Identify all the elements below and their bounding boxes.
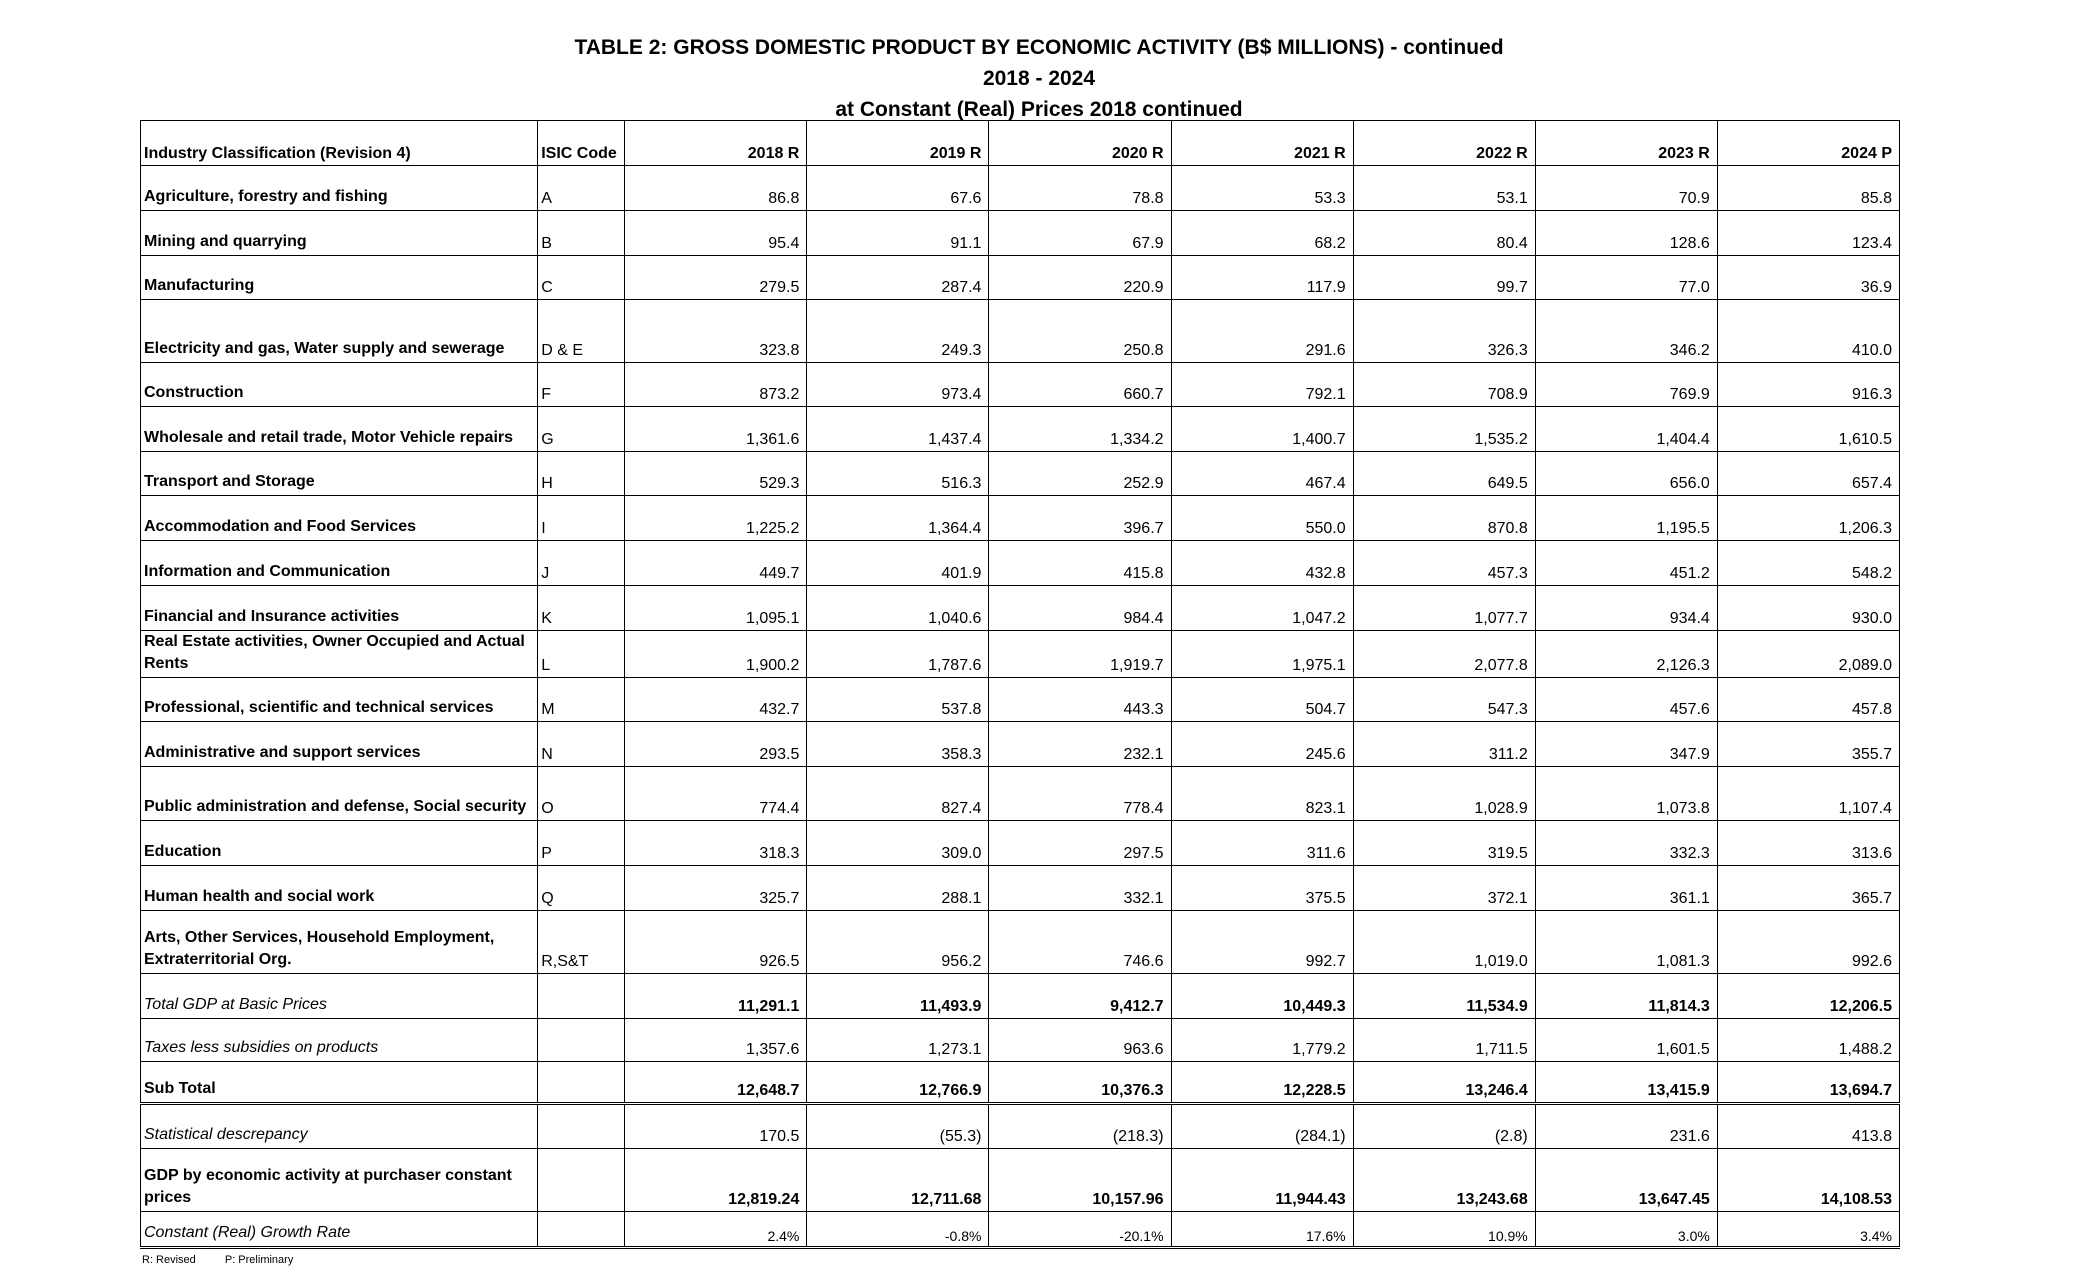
value-cell: 973.4 xyxy=(807,363,989,407)
isic-code: O xyxy=(538,767,625,821)
value-cell: 548.2 xyxy=(1717,541,1899,586)
value-cell: 1,975.1 xyxy=(1171,631,1353,678)
isic-code: R,S&T xyxy=(538,911,625,974)
value-cell: 1,535.2 xyxy=(1353,407,1535,452)
isic-code: I xyxy=(538,496,625,541)
value-cell: 873.2 xyxy=(625,363,807,407)
row-label: Constant (Real) Growth Rate xyxy=(141,1212,538,1248)
value-cell: 326.3 xyxy=(1353,300,1535,363)
value-cell: 415.8 xyxy=(989,541,1171,586)
value-cell: 930.0 xyxy=(1717,586,1899,631)
value-cell: 12,819.24 xyxy=(625,1149,807,1212)
value-cell: 992.6 xyxy=(1717,911,1899,974)
header-year: 2019 R xyxy=(807,121,989,166)
value-cell: 332.1 xyxy=(989,866,1171,911)
value-cell: 401.9 xyxy=(807,541,989,586)
table-row xyxy=(141,631,1900,678)
value-cell: 80.4 xyxy=(1353,211,1535,256)
value-cell: 1,028.9 xyxy=(1353,767,1535,821)
industry-label: Education xyxy=(141,821,538,866)
isic-code: J xyxy=(538,541,625,586)
table-row xyxy=(141,821,1900,866)
value-cell: 309.0 xyxy=(807,821,989,866)
value-cell: 17.6% xyxy=(1171,1212,1353,1248)
isic-code: F xyxy=(538,363,625,407)
statistical-discrepancy-row xyxy=(141,1104,1900,1149)
value-cell: 12,766.9 xyxy=(807,1062,989,1104)
value-cell: 245.6 xyxy=(1171,722,1353,767)
value-cell: 432.7 xyxy=(625,678,807,722)
header-industry: Industry Classification (Revision 4) xyxy=(141,121,538,166)
total-gdp-basic-row xyxy=(141,974,1900,1019)
value-cell: 77.0 xyxy=(1535,256,1717,300)
value-cell: 287.4 xyxy=(807,256,989,300)
value-cell: 457.8 xyxy=(1717,678,1899,722)
value-cell: 361.1 xyxy=(1535,866,1717,911)
table-row xyxy=(141,363,1900,407)
value-cell: 1,206.3 xyxy=(1717,496,1899,541)
value-cell: 13,415.9 xyxy=(1535,1062,1717,1104)
table-row xyxy=(141,678,1900,722)
value-cell: 13,243.68 xyxy=(1353,1149,1535,1212)
value-cell: 279.5 xyxy=(625,256,807,300)
value-cell: 926.5 xyxy=(625,911,807,974)
value-cell: 2,126.3 xyxy=(1535,631,1717,678)
value-cell: 355.7 xyxy=(1717,722,1899,767)
value-cell: 1,073.8 xyxy=(1535,767,1717,821)
value-cell: 220.9 xyxy=(989,256,1171,300)
table-row xyxy=(141,722,1900,767)
value-cell: 1,488.2 xyxy=(1717,1019,1899,1062)
value-cell: 293.5 xyxy=(625,722,807,767)
value-cell: 413.8 xyxy=(1717,1104,1899,1149)
value-cell: 250.8 xyxy=(989,300,1171,363)
industry-label: Accommodation and Food Services xyxy=(141,496,538,541)
value-cell: 1,711.5 xyxy=(1353,1019,1535,1062)
value-cell: 11,291.1 xyxy=(625,974,807,1019)
value-cell: 827.4 xyxy=(807,767,989,821)
value-cell: 1,919.7 xyxy=(989,631,1171,678)
value-cell: 53.3 xyxy=(1171,166,1353,211)
value-cell: 1,107.4 xyxy=(1717,767,1899,821)
value-cell: (2.8) xyxy=(1353,1104,1535,1149)
value-cell: 457.6 xyxy=(1535,678,1717,722)
table-row xyxy=(141,407,1900,452)
value-cell: 1,364.4 xyxy=(807,496,989,541)
row-label: Statistical descrepancy xyxy=(141,1104,538,1149)
value-cell: 252.9 xyxy=(989,452,1171,496)
value-cell: 537.8 xyxy=(807,678,989,722)
value-cell: 1,081.3 xyxy=(1535,911,1717,974)
industry-label: Human health and social work xyxy=(141,866,538,911)
value-cell: 36.9 xyxy=(1717,256,1899,300)
value-cell: 1,779.2 xyxy=(1171,1019,1353,1062)
value-cell: 346.2 xyxy=(1535,300,1717,363)
value-cell: 11,534.9 xyxy=(1353,974,1535,1019)
value-cell: 1,273.1 xyxy=(807,1019,989,1062)
table-row xyxy=(141,256,1900,300)
value-cell: 3.4% xyxy=(1717,1212,1899,1248)
value-cell: 325.7 xyxy=(625,866,807,911)
industry-label: Financial and Insurance activities xyxy=(141,586,538,631)
industry-label: Public administration and defense, Social security xyxy=(141,767,538,821)
value-cell: 313.6 xyxy=(1717,821,1899,866)
value-cell: 774.4 xyxy=(625,767,807,821)
header-year: 2022 R xyxy=(1353,121,1535,166)
value-cell: 443.3 xyxy=(989,678,1171,722)
isic-code xyxy=(538,1019,625,1062)
value-cell: 410.0 xyxy=(1717,300,1899,363)
industry-label: Mining and quarrying xyxy=(141,211,538,256)
industry-label: Information and Communication xyxy=(141,541,538,586)
value-cell: 516.3 xyxy=(807,452,989,496)
value-cell: 53.1 xyxy=(1353,166,1535,211)
table-title-block xyxy=(0,32,2078,125)
value-cell: 916.3 xyxy=(1717,363,1899,407)
value-cell: 984.4 xyxy=(989,586,1171,631)
value-cell: 11,814.3 xyxy=(1535,974,1717,1019)
industry-label: Electricity and gas, Water supply and sewerage xyxy=(141,300,538,363)
value-cell: 297.5 xyxy=(989,821,1171,866)
isic-code: Q xyxy=(538,866,625,911)
industry-label: Manufacturing xyxy=(141,256,538,300)
header-row xyxy=(141,121,1900,166)
value-cell: 396.7 xyxy=(989,496,1171,541)
footnotes xyxy=(142,1254,319,1266)
value-cell: -0.8% xyxy=(807,1212,989,1248)
isic-code xyxy=(538,974,625,1019)
value-cell: 375.5 xyxy=(1171,866,1353,911)
value-cell: 3.0% xyxy=(1535,1212,1717,1248)
value-cell: 78.8 xyxy=(989,166,1171,211)
industry-label: Agriculture, forestry and fishing xyxy=(141,166,538,211)
table-row xyxy=(141,211,1900,256)
value-cell: 117.9 xyxy=(1171,256,1353,300)
value-cell: 2,089.0 xyxy=(1717,631,1899,678)
value-cell: 12,228.5 xyxy=(1171,1062,1353,1104)
value-cell: 99.7 xyxy=(1353,256,1535,300)
value-cell: 85.8 xyxy=(1717,166,1899,211)
table-row xyxy=(141,767,1900,821)
value-cell: 992.7 xyxy=(1171,911,1353,974)
value-cell: 311.2 xyxy=(1353,722,1535,767)
value-cell: 323.8 xyxy=(625,300,807,363)
header-year: 2018 R xyxy=(625,121,807,166)
value-cell: -20.1% xyxy=(989,1212,1171,1248)
isic-code: N xyxy=(538,722,625,767)
industry-label: Construction xyxy=(141,363,538,407)
sub-total-row xyxy=(141,1062,1900,1104)
value-cell: 12,206.5 xyxy=(1717,974,1899,1019)
value-cell: 1,601.5 xyxy=(1535,1019,1717,1062)
value-cell: 657.4 xyxy=(1717,452,1899,496)
value-cell: 319.5 xyxy=(1353,821,1535,866)
isic-code: A xyxy=(538,166,625,211)
value-cell: 372.1 xyxy=(1353,866,1535,911)
value-cell: 1,400.7 xyxy=(1171,407,1353,452)
value-cell: 347.9 xyxy=(1535,722,1717,767)
value-cell: 91.1 xyxy=(807,211,989,256)
table-row xyxy=(141,452,1900,496)
value-cell: 10,157.96 xyxy=(989,1149,1171,1212)
isic-code: M xyxy=(538,678,625,722)
value-cell: 291.6 xyxy=(1171,300,1353,363)
value-cell: 232.1 xyxy=(989,722,1171,767)
header-year: 2023 R xyxy=(1535,121,1717,166)
value-cell: 656.0 xyxy=(1535,452,1717,496)
isic-code xyxy=(538,1062,625,1104)
isic-code xyxy=(538,1104,625,1149)
value-cell: 1,047.2 xyxy=(1171,586,1353,631)
value-cell: 10,449.3 xyxy=(1171,974,1353,1019)
value-cell: 10,376.3 xyxy=(989,1062,1171,1104)
industry-label: Transport and Storage xyxy=(141,452,538,496)
value-cell: 2,077.8 xyxy=(1353,631,1535,678)
value-cell: 86.8 xyxy=(625,166,807,211)
isic-code: C xyxy=(538,256,625,300)
footnote-revised: R: Revised xyxy=(142,1254,196,1266)
value-cell: 9,412.7 xyxy=(989,974,1171,1019)
value-cell: 13,246.4 xyxy=(1353,1062,1535,1104)
row-label: Total GDP at Basic Prices xyxy=(141,974,538,1019)
value-cell: 1,195.5 xyxy=(1535,496,1717,541)
value-cell: 963.6 xyxy=(989,1019,1171,1062)
isic-code: P xyxy=(538,821,625,866)
table-row xyxy=(141,300,1900,363)
table-row xyxy=(141,866,1900,911)
value-cell: (55.3) xyxy=(807,1104,989,1149)
isic-code: D & E xyxy=(538,300,625,363)
value-cell: 68.2 xyxy=(1171,211,1353,256)
value-cell: 318.3 xyxy=(625,821,807,866)
value-cell: 1,610.5 xyxy=(1717,407,1899,452)
value-cell: 467.4 xyxy=(1171,452,1353,496)
industry-label: Real Estate activities, Owner Occupied and Actual Rents xyxy=(141,631,538,678)
gdp-purchaser-row xyxy=(141,1149,1900,1212)
value-cell: 457.3 xyxy=(1353,541,1535,586)
isic-code: H xyxy=(538,452,625,496)
growth-rate-row xyxy=(141,1212,1900,1248)
header-isic-code: ISIC Code xyxy=(538,121,625,166)
value-cell: 332.3 xyxy=(1535,821,1717,866)
table-row xyxy=(141,911,1900,974)
value-cell: 1,437.4 xyxy=(807,407,989,452)
value-cell: (284.1) xyxy=(1171,1104,1353,1149)
industry-label: Administrative and support services xyxy=(141,722,538,767)
isic-code xyxy=(538,1212,625,1248)
value-cell: 1,357.6 xyxy=(625,1019,807,1062)
value-cell: 67.6 xyxy=(807,166,989,211)
value-cell: 231.6 xyxy=(1535,1104,1717,1149)
gdp-table xyxy=(140,120,1900,1249)
isic-code: L xyxy=(538,631,625,678)
value-cell: 1,077.7 xyxy=(1353,586,1535,631)
value-cell: 529.3 xyxy=(625,452,807,496)
value-cell: 1,019.0 xyxy=(1353,911,1535,974)
table-row xyxy=(141,586,1900,631)
value-cell: 792.1 xyxy=(1171,363,1353,407)
row-label: Sub Total xyxy=(141,1062,538,1104)
table-title: TABLE 2: GROSS DOMESTIC PRODUCT BY ECONOMIC ACTIVITY (B$ MILLIONS) - continued xyxy=(574,36,1504,59)
value-cell: 11,493.9 xyxy=(807,974,989,1019)
value-cell: 288.1 xyxy=(807,866,989,911)
value-cell: 70.9 xyxy=(1535,166,1717,211)
value-cell: 432.8 xyxy=(1171,541,1353,586)
row-label: Taxes less subsidies on products xyxy=(141,1019,538,1062)
value-cell: 660.7 xyxy=(989,363,1171,407)
value-cell: 170.5 xyxy=(625,1104,807,1149)
value-cell: 10.9% xyxy=(1353,1212,1535,1248)
isic-code: B xyxy=(538,211,625,256)
industry-label: Professional, scientific and technical services xyxy=(141,678,538,722)
value-cell: 1,040.6 xyxy=(807,586,989,631)
value-cell: 504.7 xyxy=(1171,678,1353,722)
value-cell: 67.9 xyxy=(989,211,1171,256)
value-cell: 358.3 xyxy=(807,722,989,767)
value-cell: 547.3 xyxy=(1353,678,1535,722)
value-cell: 13,647.45 xyxy=(1535,1149,1717,1212)
value-cell: 14,108.53 xyxy=(1717,1149,1899,1212)
value-cell: 1,225.2 xyxy=(625,496,807,541)
header-year: 2024 P xyxy=(1717,121,1899,166)
value-cell: 1,787.6 xyxy=(807,631,989,678)
table-period: 2018 - 2024 xyxy=(982,67,1096,90)
value-cell: 2.4% xyxy=(625,1212,807,1248)
value-cell: 123.4 xyxy=(1717,211,1899,256)
value-cell: 128.6 xyxy=(1535,211,1717,256)
value-cell: 12,648.7 xyxy=(625,1062,807,1104)
value-cell: 649.5 xyxy=(1353,452,1535,496)
header-year: 2021 R xyxy=(1171,121,1353,166)
value-cell: 12,711.68 xyxy=(807,1149,989,1212)
table-subtitle: at Constant (Real) Prices 2018 continued xyxy=(835,98,1243,121)
table-row xyxy=(141,541,1900,586)
value-cell: 449.7 xyxy=(625,541,807,586)
table-row xyxy=(141,166,1900,211)
value-cell: 550.0 xyxy=(1171,496,1353,541)
value-cell: 769.9 xyxy=(1535,363,1717,407)
value-cell: 13,694.7 xyxy=(1717,1062,1899,1104)
value-cell: 956.2 xyxy=(807,911,989,974)
value-cell: 823.1 xyxy=(1171,767,1353,821)
value-cell: 934.4 xyxy=(1535,586,1717,631)
value-cell: 365.7 xyxy=(1717,866,1899,911)
value-cell: 1,404.4 xyxy=(1535,407,1717,452)
header-year: 2020 R xyxy=(989,121,1171,166)
value-cell: 746.6 xyxy=(989,911,1171,974)
value-cell: 95.4 xyxy=(625,211,807,256)
value-cell: 778.4 xyxy=(989,767,1171,821)
row-label: GDP by economic activity at purchaser constant prices xyxy=(141,1149,538,1212)
isic-code: G xyxy=(538,407,625,452)
table-row xyxy=(141,496,1900,541)
industry-label: Wholesale and retail trade, Motor Vehicle repairs xyxy=(141,407,538,452)
value-cell: 1,334.2 xyxy=(989,407,1171,452)
industry-label: Arts, Other Services, Household Employment, Extraterritorial Org. xyxy=(141,911,538,974)
value-cell: (218.3) xyxy=(989,1104,1171,1149)
isic-code: K xyxy=(538,586,625,631)
value-cell: 11,944.43 xyxy=(1171,1149,1353,1212)
taxes-row xyxy=(141,1019,1900,1062)
value-cell: 451.2 xyxy=(1535,541,1717,586)
value-cell: 249.3 xyxy=(807,300,989,363)
value-cell: 870.8 xyxy=(1353,496,1535,541)
value-cell: 708.9 xyxy=(1353,363,1535,407)
value-cell: 1,095.1 xyxy=(625,586,807,631)
value-cell: 1,361.6 xyxy=(625,407,807,452)
isic-code xyxy=(538,1149,625,1212)
value-cell: 311.6 xyxy=(1171,821,1353,866)
value-cell: 1,900.2 xyxy=(625,631,807,678)
footnote-preliminary: P: Preliminary xyxy=(224,1254,294,1266)
